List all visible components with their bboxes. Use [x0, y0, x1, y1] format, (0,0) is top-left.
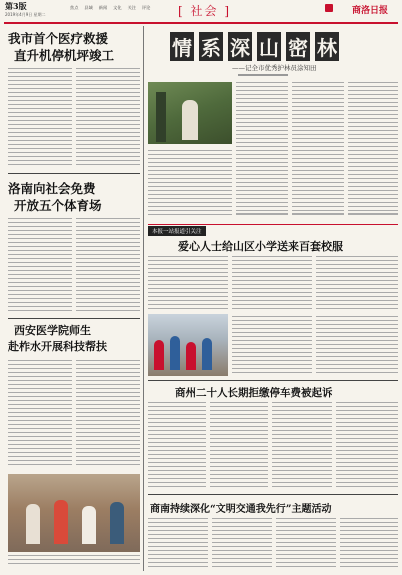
feature-headline: [170, 32, 339, 61]
article-6-body: [148, 402, 206, 490]
article-5-headline: 爱心人士给山区小学送来百套校服: [178, 240, 343, 253]
feature-body: [236, 82, 288, 218]
section-label: [178, 2, 231, 19]
headline-line: 开放五个体育场: [14, 198, 102, 213]
article-2-body-col2: [76, 218, 140, 314]
headline-line: 西安医学院师生: [14, 324, 91, 337]
section-bracket-right: ]: [224, 4, 232, 18]
article-5-body-col5: [316, 316, 398, 376]
article-5-body-col4: [232, 316, 312, 376]
article-2-headline: [8, 180, 140, 214]
photo-figure: [154, 340, 164, 370]
nav-item[interactable]: 新闻: [98, 5, 108, 10]
article-3-body: [8, 360, 72, 470]
photo-figure: [182, 100, 198, 140]
headline-line: 我市首个医疗救援: [8, 31, 109, 46]
section-name: 社会: [190, 4, 219, 18]
article-3-headline: [8, 323, 140, 355]
photo-figure: [186, 342, 196, 370]
article-6-body-col3: [272, 402, 332, 490]
article-6-body-col2: [210, 402, 268, 490]
article-5-body: [148, 256, 228, 312]
photo-figure: [82, 506, 96, 544]
article-7-body-col2: [212, 518, 272, 570]
headline-line: 直升机停机坪竣工: [14, 48, 115, 63]
feature-byline: [238, 74, 288, 76]
divider: [148, 380, 398, 381]
masthead: [0, 0, 402, 22]
divider: [8, 318, 140, 319]
page-number: 第3版: [5, 1, 27, 11]
divider: [148, 494, 398, 495]
section-bracket-left: [: [178, 4, 185, 18]
follow-up-banner: [148, 224, 398, 235]
masthead-logo-icon: [325, 4, 333, 12]
headline-char: 深: [228, 32, 252, 61]
article-1-headline: [8, 30, 140, 64]
article-7-headline: 商南持续深化“文明交通我先行”主题活动: [150, 504, 332, 515]
nav-item[interactable]: 文化: [113, 5, 122, 10]
feature-subtitle: ——记全市优秀护林员涂知田: [232, 64, 317, 72]
divider: [8, 173, 140, 174]
feature-photo: [148, 82, 232, 144]
photo-figure: [202, 338, 212, 370]
nav-item[interactable]: 焦点: [70, 5, 79, 10]
nav-bar: [70, 5, 150, 11]
headline-char: 密: [286, 32, 310, 61]
masthead-rule: [4, 22, 398, 24]
photo-figure: [26, 504, 40, 544]
article-5-body-col3: [316, 256, 398, 312]
article-1-body-col2: [76, 68, 140, 168]
photo-figure: [54, 500, 68, 544]
nav-item[interactable]: 县域: [84, 5, 93, 10]
photo-figure: [156, 92, 166, 142]
headline-char: 情: [170, 32, 194, 61]
date-line: 2019年4月9日 星期二: [5, 12, 46, 17]
paper-name: 商洛日报: [352, 6, 389, 16]
article-1-body: [8, 68, 72, 168]
nav-item[interactable]: 评论: [141, 5, 151, 10]
photo-figure: [170, 336, 180, 370]
nav-item[interactable]: 关注: [127, 5, 136, 10]
feature-body-col0: [148, 150, 232, 218]
article-6-body-col4: [336, 402, 398, 490]
article-7-body-col4: [340, 518, 398, 570]
column-divider: [143, 26, 144, 571]
article-3-body-col2: [76, 360, 140, 470]
headline-char: 山: [257, 32, 281, 61]
article-7-body-col3: [276, 518, 336, 570]
headline-line: 洛南向社会免费: [8, 181, 96, 196]
banner-label: 本报一站报道引关注: [148, 226, 206, 236]
article-6-headline: 商州二十人长期拒缴停车费被起诉: [175, 387, 333, 399]
headline-line: 赴柞水开展科技帮扶: [8, 340, 107, 353]
headline-char: 林: [315, 32, 339, 61]
article-2-body: [8, 218, 72, 314]
headline-char: 系: [199, 32, 223, 61]
feature-body-col2: [292, 82, 344, 218]
photo-figure: [110, 502, 124, 544]
article-3-photo: [8, 474, 140, 552]
photo-caption: [8, 555, 140, 569]
article-5-body-col2: [232, 256, 312, 312]
article-5-photo: [148, 314, 228, 376]
article-7-body: [148, 518, 208, 570]
feature-body-col3: [348, 82, 398, 218]
